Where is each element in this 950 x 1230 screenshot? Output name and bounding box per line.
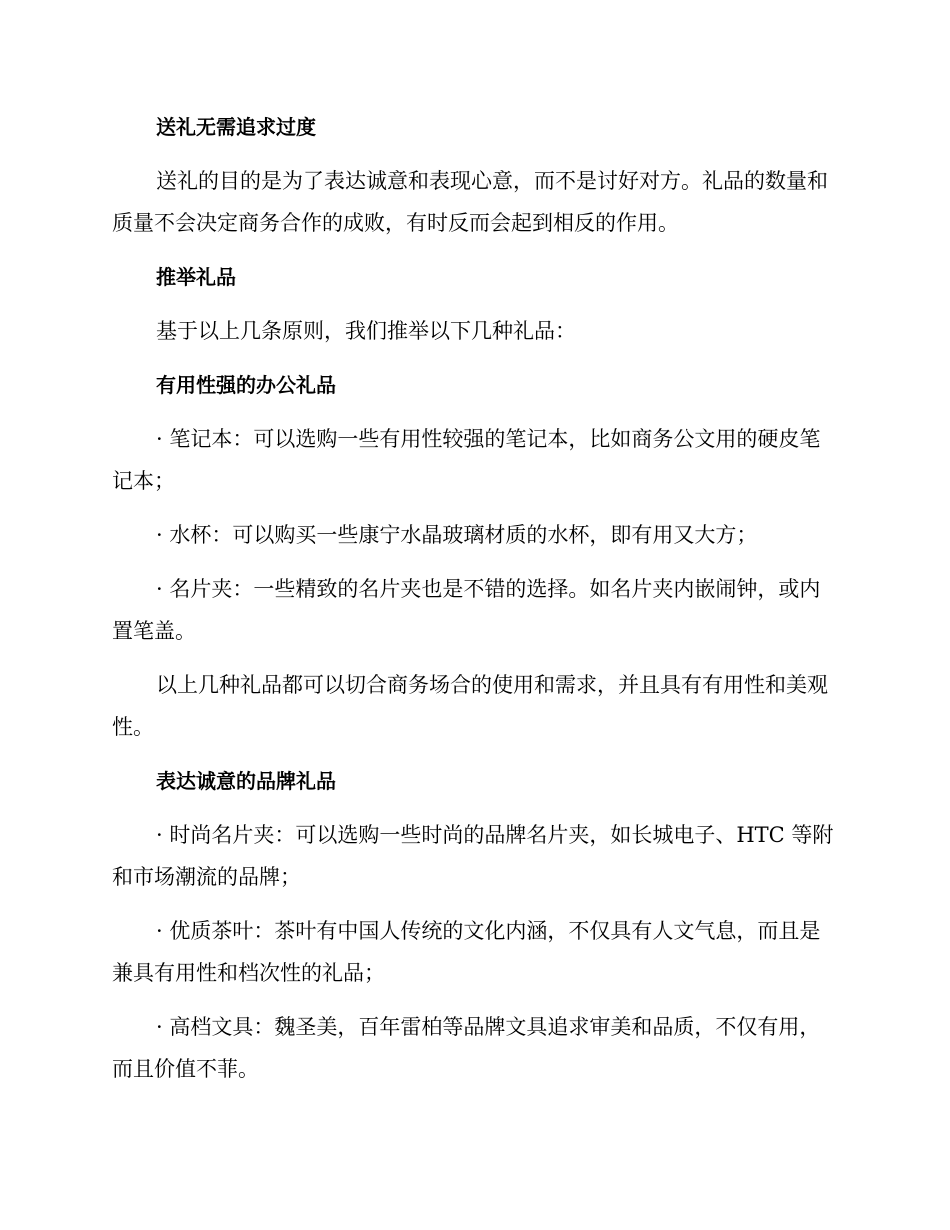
list-item-tea: · 优质茶叶：茶叶有中国人传统的文化内涵，不仅具有人文气息，而且是兼具有用性和档次性的礼品； <box>112 919 821 985</box>
list-item-stationery: · 高档文具：魏圣美，百年雷柏等品牌文具追求审美和品质，不仅有用，而且价值不菲。 <box>112 1015 821 1081</box>
list-item-notebook: · 笔记本：可以选购一些有用性较强的笔记本，比如商务公文用的硬皮笔记本； <box>112 427 821 493</box>
list-item-card-holder: · 名片夹：一些精致的名片夹也是不错的选择。如名片夹内嵌闹钟，或内置笔盖。 <box>112 577 821 643</box>
section-heading-gift-moderation: 送礼无需追求过度 <box>156 115 316 139</box>
section-heading-brand-gifts: 表达诚意的品牌礼品 <box>156 769 336 793</box>
paragraph-office-gifts-summary: 以上几种礼品都可以切合商务场合的使用和需求，并且具有有用性和美观性。 <box>112 673 828 739</box>
paragraph-recommendation-intro: 基于以上几条原则，我们推举以下几种礼品： <box>156 319 576 343</box>
paragraph-gift-purpose: 送礼的目的是为了表达诚意和表现心意，而不是讨好对方。礼品的数量和质量不会决定商务合作的成败，有时反而会起到相反的作用。 <box>112 169 828 235</box>
section-heading-office-gifts: 有用性强的办公礼品 <box>156 373 336 397</box>
section-heading-recommended-gifts: 推举礼品 <box>156 265 236 289</box>
list-item-cup: · 水杯：可以购买一些康宁水晶玻璃材质的水杯，即有用又大方； <box>156 523 758 547</box>
list-item-fashion-card-holder: · 时尚名片夹：可以选购一些时尚的品牌名片夹，如长城电子、HTC 等附和市场潮流的品牌； <box>112 823 834 889</box>
document-body <box>112 106 834 1102</box>
